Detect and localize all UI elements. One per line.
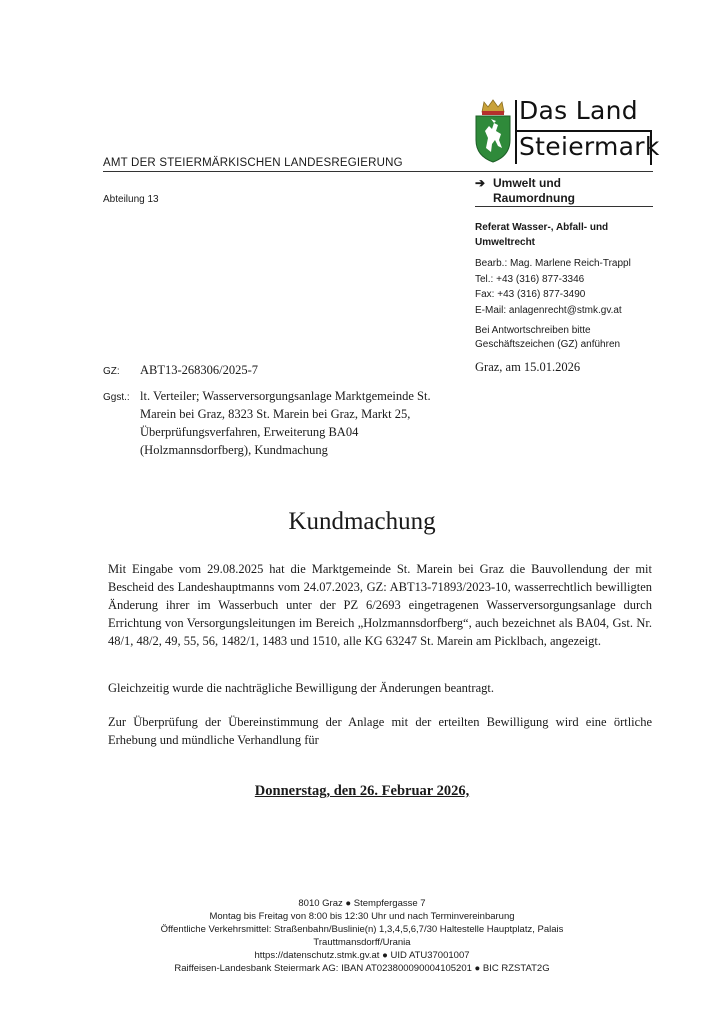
subject-label: Ggst.: [103,392,130,403]
contact-fax: Fax: +43 (316) 877-3490 [475,289,586,300]
footer-transport: Öffentliche Verkehrsmittel: Straßenbahn/Buslinie(n) 1,3,4,5,6,7/30 Haltestelle Hauptplatz, Palais [160,924,564,935]
contact-email: E-Mail: anlagenrecht@stmk.gv.at [475,304,622,316]
division-name [493,176,575,206]
paragraph-inspection: Zur Überprüfung der Übereinstimmung der Anlage mit der erteilten Bewilligung wird eine örtliche Erhebung und mündliche Verhandlung für [108,715,652,747]
reply-note-line1: Bei Antwortschreiben bitte [475,325,591,336]
referat-name [475,220,655,250]
steiermark-crest-icon [474,98,512,164]
meeting-date: Donnerstag, den 26. Februar 2026, [254,783,470,799]
header-rule [103,171,653,172]
subject-text: lt. Verteiler; Wasserversorgungsanlage Marktgemeinde St. Marein bei Graz, 8323 St. Marein bei Graz, Markt 25, Überprüfungsverfahren, Erweiterung BA04 (Holzmannsdorfberg), Kundmachung [140,389,431,457]
paragraph-submission: Mit Eingabe vom 29.08.2025 hat die Marktgemeinde St. Marein bei Graz die Bauvollendung der mit Bescheid des Landeshauptmanns vom 24.07.2023, GZ: ABT13-71893/2023-10, wasserrechtlich bewilligten Änderung ihrer im Wasserbuch unter der PZ 6/2693 eingetragenen Wasserversorgungsanlage durch Errichtung von Versorgungsleitungen im Bereich „Holzmannsdorfberg“, auch bezeichnet als BA04, Gst. Nr. 48/1, 48/2, 49, 55, 56, 1482/1, 1483 und 1510, alle KG 63247 St. Marein am Picklbach, angezeigt. [108,562,652,648]
gz-label: GZ: [103,366,120,377]
place-date: Graz, am 15.01.2026 [475,360,581,374]
division-line1: Umwelt und [493,176,561,190]
footer-hours: Montag bis Freitag von 8:00 bis 12:30 Uhr und nach Terminvereinbarung [209,911,515,922]
brand-text-line1: Das Land [519,96,638,125]
footer-address: 8010 Graz ● Stempfergasse 7 [298,898,426,909]
referat-line2: Umweltrecht [475,237,536,248]
footer-privacy: https://datenschutz.stmk.gv.at ● UID ATU37001007 [254,950,470,961]
footer-transport-cont: Trauttmansdorff/Urania [313,937,411,948]
brand-text-line2: Steiermark [519,132,660,161]
document-title: Kundmachung [288,508,436,535]
contact-phone: Tel.: +43 (316) 877-3346 [475,273,585,285]
footer [120,897,604,975]
gz-value: ABT13-268306/2025-7 [140,363,259,377]
department: Abteilung 13 [103,194,159,205]
contact-handler: Bearb.: Mag. Marlene Reich-Trappl [475,258,631,269]
contact-block [475,256,631,318]
footer-bank: Raiffeisen-Landesbank Steiermark AG: IBAN AT023800090004105201 ● BIC RZSTAT2G [174,963,550,974]
reply-note [475,324,620,352]
referat-line1: Referat Wasser-, Abfall- und [475,222,609,233]
reply-note-line2: Geschäftszeichen (GZ) anführen [475,339,621,350]
arrow-right-icon: ➔ [475,176,486,190]
division-rule [475,206,653,207]
authority-name: AMT DER STEIERMÄRKISCHEN LANDESREGIERUNG [103,157,403,169]
division-line2: Raumordnung [493,191,575,205]
paragraph-application: Gleichzeitig wurde die nachträgliche Bewilligung der Änderungen beantragt. [108,681,494,695]
